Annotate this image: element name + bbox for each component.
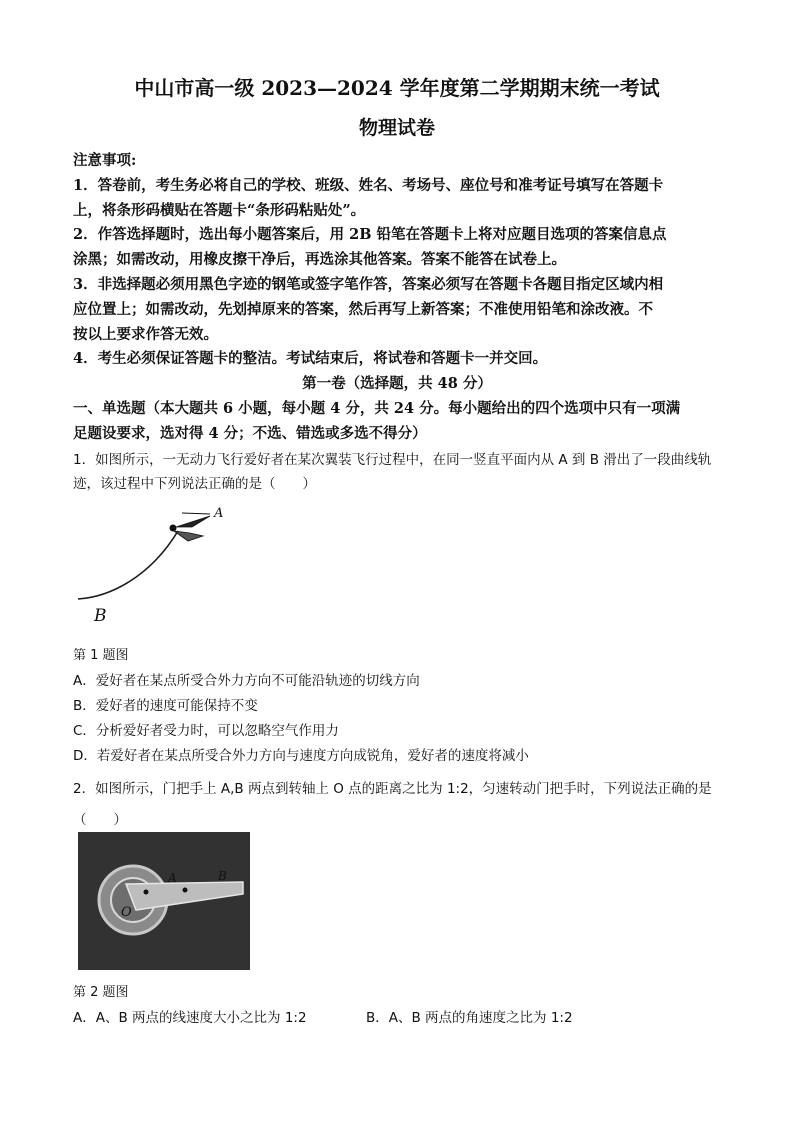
q2-option-b: B．A、B 两点的角速度之比为 1:2 <box>366 1010 573 1026</box>
q1-trajectory-figure <box>70 497 250 632</box>
exam-subject: 物理试卷 <box>358 117 435 139</box>
notice-line: 2．作答选择题时，选出每小题答案后，用 2B 铅笔在答题卡上将对应题目选项的答案信息点 <box>73 226 667 243</box>
point-a-label: A <box>168 871 177 885</box>
notice-line: 应位置上；如需改动，先划掉原来的答案，然后再写上新答案；不准使用铅笔和涂改液。不 <box>73 301 653 318</box>
q2-stem: 2．如图所示，门把手上 A,B 两点到转轴上 O 点的距离之比为 1:2，匀速转动门把手时，下列说法正确的是 <box>73 781 712 797</box>
q1-stem: 迹，该过程中下列说法正确的是（ ） <box>73 476 316 492</box>
point-o-label: O <box>121 905 132 920</box>
point-b-label: B <box>218 869 227 883</box>
notice-line: 1．答卷前，考生务必将自己的学校、班级、姓名、考场号、座位号和准考证号填写在答题卡 <box>73 177 664 194</box>
notice-line: 上，将条形码横贴在答题卡“条形码粘贴处”。 <box>73 202 366 219</box>
q1-stem: 1．如图所示，一无动力飞行爱好者在某次翼装飞行过程中，在同一竖直平面内从 A 到 B 滑出了一段曲线轨 <box>73 452 712 468</box>
q1-option-a: A．爱好者在某点所受合外力方向不可能沿轨迹的切线方向 <box>73 673 420 689</box>
flyer-icon <box>170 513 211 541</box>
point-b-label: B <box>94 606 107 626</box>
section-instruction: 足题设要求，选对得 4 分；不选、错选或多选不得分） <box>73 425 427 442</box>
notice-heading: 注意事项: <box>73 152 137 169</box>
point-a-label: A <box>214 506 224 521</box>
q2-door-handle-photo <box>78 832 250 970</box>
exam-title: 中山市高一级 2023—2024 学年度第二学期期末统一考试 <box>134 76 660 100</box>
notice-line: 3．非选择题必须用黑色字迹的钢笔或签字笔作答，答案必须写在答题卡各题目指定区域内相 <box>73 276 664 293</box>
notice-line: 4．考生必须保证答题卡的整洁。考试结束后，将试卷和答题卡一并交回。 <box>73 350 548 367</box>
q2-figure-caption: 第 2 题图 <box>73 985 129 1000</box>
q1-option-d: D．若爱好者在某点所受合外力方向与速度方向成锐角，爱好者的速度将减小 <box>73 748 529 764</box>
section-instruction: 一、单选题（本大题共 6 小题，每小题 4 分，共 24 分。每小题给出的四个选项中只有一项满 <box>73 400 681 417</box>
notice-line: 按以上要求作答无效。 <box>73 326 218 343</box>
q1-option-b: B．爱好者的速度可能保持不变 <box>73 698 258 714</box>
q1-option-c: C．分析爱好者受力时，可以忽略空气作用力 <box>73 723 339 739</box>
q1-figure-caption: 第 1 题图 <box>73 648 129 663</box>
section-title: 第一卷（选择题，共 48 分） <box>302 375 492 392</box>
q2-stem: （ ） <box>73 812 127 828</box>
q2-option-a: A．A、B 两点的线速度大小之比为 1:2 <box>73 1010 307 1026</box>
notice-line: 涂黑；如需改动，用橡皮擦干净后，再选涂其他答案。答案不能答在试卷上。 <box>73 251 566 268</box>
